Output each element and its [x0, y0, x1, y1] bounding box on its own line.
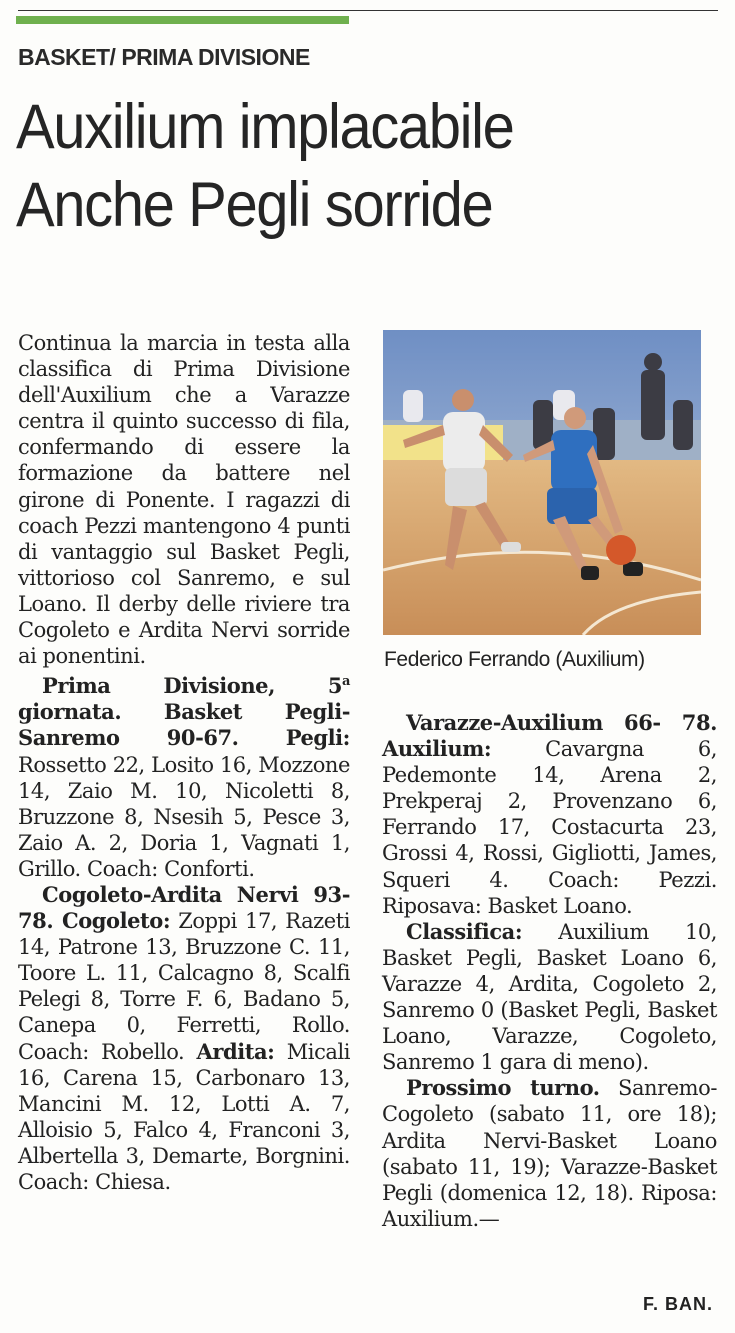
headline: [16, 88, 669, 244]
basketball-photo: [383, 330, 701, 635]
paragraph-body: Auxilium 10, Basket Pegli, Basket Loano 6, Varazze 4, Ardita, Cogoleto 2, Sanremo 0 (Basket Pegli, Basket Loano, Varazze, Cogoleto, Sanremo 1 gara di meno).: [382, 919, 717, 1075]
article-column-1: [18, 330, 350, 1195]
section-kicker: BASKET/ PRIMA DIVISIONE: [18, 44, 310, 70]
paragraph-body-2: Micali 16, Carena 15, Carbonaro 13, Mancini M. 12, Lotti A. 7, Alloisio 5, Falco 4, Franconi 3, Albertella 3, Demarte, Borgnini. Coach: Chiesa.: [18, 1039, 350, 1194]
paragraph-lead-2: Ardita:: [196, 1038, 275, 1064]
paragraph-lead: Prossimo turno.: [406, 1075, 600, 1101]
article-paragraph-varazze: [382, 710, 717, 919]
photo-image: [383, 330, 701, 635]
photo-caption: Federico Ferrando (Auxilium): [384, 648, 645, 671]
author-signature: F. BAN.: [643, 1294, 713, 1314]
paragraph-body: Zoppi 17, Razeti 14, Patrone 13, Bruzzone C. 11, Toore L. 11, Calcagno 8, Scalfi Pelegi 8, Torre F. 6, Badano 5, Canepa 0, Ferretti, Rollo. Coach: Robello.: [18, 909, 350, 1064]
paragraph-lead: Prima Divisione, 5: [42, 673, 343, 699]
article-intro: Continua la marcia in testa alla classifica di Prima Divisione dell'Auxilium che a Varazze centra il quinto successo di fila, confermando di essere la formazione da battere nel girone di Ponente. I ragazzi di coach Pezzi mantengono 4 punti di vantaggio sul Basket Pegli, vittorioso col Sanremo, e sul Loano. Il derby delle riviere tra Cogoleto e Ardita Nervi sorride ai ponentini.: [18, 331, 350, 669]
article-column-2: [382, 710, 717, 1232]
paragraph-body: Cavargna 6, Pedemonte 14, Arena 2, Prekperaj 2, Provenzano 6, Ferrando 17, Costacurta 23, Grossi 4, Rossi, Gigliotti, James, Squeri 4. Coach: Pezzi. Riposava: Basket Loano.: [382, 737, 717, 918]
article-paragraph-prossimo-turno: [382, 1075, 717, 1232]
paragraph-body: Rossetto 22, Losito 16, Mozzone 14, Zaio M. 10, Nicoletti 8, Bruzzone 8, Nsesih 5, Pesce 3, Zaio A. 2, Doria 1, Vagnati 1, Grillo. Coach: Conforti.: [18, 752, 350, 881]
section-color-bar: [16, 16, 349, 24]
paragraph-body: Sanremo-Cogoleto (sabato 11, ore 18); Ardita Nervi-Basket Loano (sabato 11, 19); Varazze-Basket Pegli (domenica 12, 18). Riposa: Auxilium.—: [382, 1076, 717, 1231]
paragraph-lead: Classifica:: [406, 918, 523, 944]
ordinal-superscript: a: [342, 674, 350, 690]
headline-line-2: Anche Pegli sorride: [16, 170, 493, 240]
article-paragraph-classifica: [382, 919, 717, 1076]
paragraph-lead: Cogoleto-Ardita Nervi 93-78. Cogoleto:: [18, 881, 350, 934]
top-rule: [18, 10, 718, 11]
article-paragraph-pegli: [18, 669, 350, 882]
paragraph-lead-2: giornata. Basket Pegli-Sanremo 90-67. Pegli:: [18, 699, 350, 751]
headline-line-1: Auxilium implacabile: [16, 92, 514, 162]
paragraph-lead: Varazze-Auxilium 66- 78. Auxilium:: [382, 710, 717, 762]
article-paragraph-cogoleto: [18, 882, 350, 1195]
